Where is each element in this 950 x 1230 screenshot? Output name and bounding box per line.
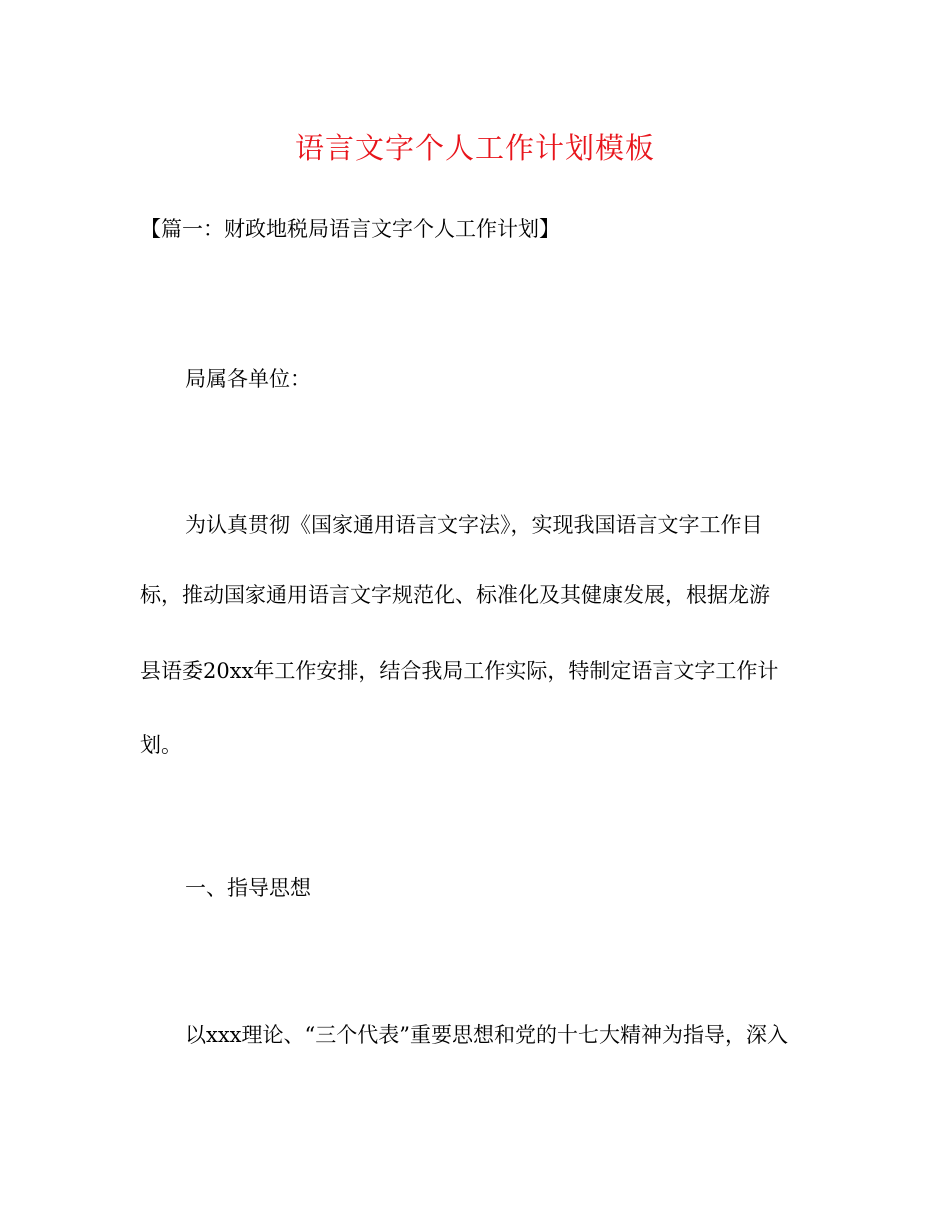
guiding-text-line-1: 以xxx理论、“三个代表”重要思想和党的十七大精神为指导，深入 <box>185 1023 788 1047</box>
intro-line-1: 为认真贯彻《国家通用语言文字法》，实现我国语言文字工作目 <box>185 513 763 537</box>
salutation-text: 局属各单位： <box>185 367 311 391</box>
section-heading: 【篇一：财政地税局语言文字个人工作计划】 <box>140 217 560 241</box>
section-heading-guiding-thought: 一、指导思想 <box>185 876 311 900</box>
intro-line-2: 标，推动国家通用语言文字规范化、标准化及其健康发展，根据龙游 <box>140 583 770 607</box>
intro-line-3: 县语委20xx年工作安排，结合我局工作实际，特制定语言文字工作计 <box>140 659 779 683</box>
intro-line-4: 划。 <box>140 733 182 757</box>
document-title: 语言文字个人工作计划模板 <box>294 131 655 165</box>
